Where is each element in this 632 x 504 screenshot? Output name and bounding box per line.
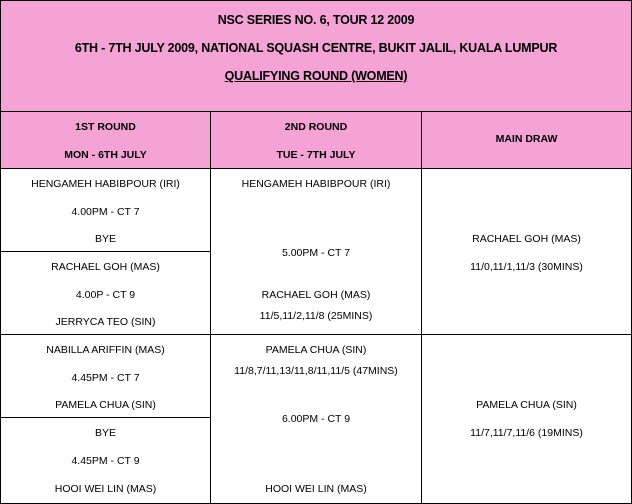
r1-m2-time: 4.00P - CT 9 <box>75 289 136 301</box>
header-main-draw <box>422 112 631 169</box>
main-draw-player-1: RACHAEL GOH (MAS) <box>472 233 581 245</box>
main-draw-player-2: PAMELA CHUA (SIN) <box>476 399 577 411</box>
r1-m1-player1: HENGAMEH HABIBPOUR (IRI) <box>31 178 180 190</box>
r2-m2-time: 6.00PM - CT 9 <box>281 413 351 425</box>
header-round1 <box>1 112 211 169</box>
r2-m2-player1: PAMELA CHUA (SIN) <box>265 344 367 356</box>
column-divider <box>421 168 422 503</box>
column-divider <box>210 168 211 503</box>
r1-m4-player1: BYE <box>94 427 116 439</box>
r1-m4-player2: HOOI WEI LIN (MAS) <box>54 483 157 495</box>
header-round2 <box>211 112 422 169</box>
r2-m2-score: 11/8,7/11,13/11,8/11,11/5 (47MINS) <box>234 365 398 377</box>
header-main-draw-name: MAIN DRAW <box>495 133 558 145</box>
header-round2-name: 2ND ROUND <box>284 121 348 133</box>
row-divider <box>1 417 210 418</box>
header-round1-name: 1ST ROUND <box>75 121 136 133</box>
title-block <box>1 1 631 112</box>
r2-m1-player2: RACHAEL GOH (MAS) <box>261 289 371 301</box>
r1-m3-time: 4.45PM - CT 7 <box>71 372 140 384</box>
r2-m1-score: 11/5,11/2,11/8 (25MINS) <box>259 310 373 322</box>
row-divider <box>1 334 631 335</box>
round-title: QUALIFYING ROUND (WOMEN) <box>224 69 408 83</box>
r1-m2-player1: RACHAEL GOH (MAS) <box>51 261 160 273</box>
r1-m4-time: 4.45PM - CT 9 <box>71 455 140 467</box>
r1-m2-player2: JERRYCA TEO (SIN) <box>55 316 156 328</box>
r2-m1-time: 5.00PM - CT 7 <box>281 247 351 259</box>
r2-m2-player2: HOOI WEI LIN (MAS) <box>265 483 367 495</box>
r1-m1-time: 4.00PM - CT 7 <box>71 206 140 218</box>
row-divider <box>1 251 210 252</box>
r1-m3-player1: NABILLA ARIFFIN (MAS) <box>46 344 165 356</box>
tournament-title: NSC SERIES NO. 6, TOUR 12 2009 <box>217 13 415 27</box>
r2-m1-player1: HENGAMEH HABIBPOUR (IRI) <box>241 178 391 190</box>
header-round2-day: TUE - 7TH JULY <box>276 149 356 161</box>
r1-m3-player2: PAMELA CHUA (SIN) <box>55 399 156 411</box>
header-round1-day: MON - 6TH JULY <box>64 149 147 161</box>
main-draw-score-1: 11/0,11/1,11/3 (30MINS) <box>470 261 583 273</box>
main-draw-score-2: 11/7,11/7,11/6 (19MINS) <box>470 427 583 439</box>
event-dates-venue: 6TH - 7TH JULY 2009, NATIONAL SQUASH CENTRE, BUKIT JALIL, KUALA LUMPUR <box>74 41 558 55</box>
r1-m1-player2: BYE <box>94 233 116 245</box>
